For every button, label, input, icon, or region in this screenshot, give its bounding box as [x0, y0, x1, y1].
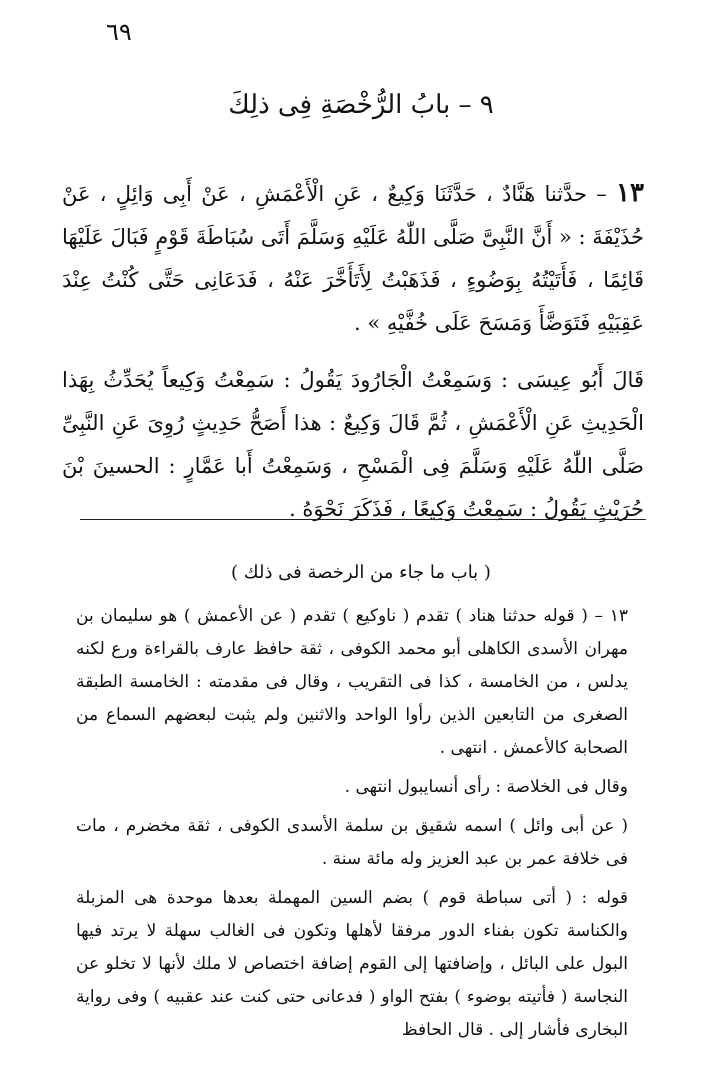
chapter-title: ٩ – بابُ الرُّخْصَةِ فِى ذلِكَ: [228, 90, 494, 120]
commentary-title: ( باب ما جاء من الرخصة فى ذلك ): [231, 562, 491, 583]
hadith-number: ١٣: [616, 178, 644, 208]
page-number: ٦٩: [106, 18, 132, 46]
commentary-paragraph-4: قوله : ( أتى سباطة قوم ) بضم السين المهملة بعدها موحدة هى المزبلة والكناسة تكون بفناء الدور مرفقا لأهلها وتكون فى الغالب سهلة لا يرتد فيها البول على البائل ، وإضافتها إلى القوم إضافة اختصاص لا ملك لأنها لا تخلو عن النجاسة ( فأتيته بوضوء ) بفتح الواو ( فدعانى حتى كنت عند عقبيه ) وفى رواية البخارى فأشار إلى . قال الحافظ: [76, 888, 628, 1040]
footnote-divider: [80, 519, 646, 520]
commentary-paragraph-1: ١٣ – ( قوله حدثنا هناد ) تقدم ( ناوكيع ) تقدم ( عن الأعمش ) هو سليمان بن مهران الأسدى الكاهلى أبو محمد الكوفى ، ثقة حافظ عارف بالقراءة ورع لكنه يدلس ، من الخامسة ، كذا فى التقريب ، وقال فى مقدمته : الخامسة الطبقة الصغرى من التابعين الذين رأوا الواحد والاثنين ولم يثبت لبعضهم السماع من الصحابة كالأعمش . انتهى .: [76, 606, 628, 758]
tirmidhi-note: قَالَ أَبُو عِيسَى : وَسَمِعْتُ الْجَارُودَ يَقُولُ : سَمِعْتُ وَكِيعاً يُحَدِّثُ بِهَذا الْحَدِيثِ عَنِ الْأَعْمَشِ ، ثُمَّ قَالَ وَكِيعٌ : هذا أَصَحُّ حَدِيثٍ رُوِىَ عَنِ النَّبِىِّ صَلَّى اللّٰهُ عَلَيْهِ وَسَلَّمَ فِى الْمَسْحِ ، وَسَمِعْتُ أَبا عَمَّارٍ : الحسينَ بْنَ حُرَيْثٍ يَقُولُ : سَمِعْتُ وَكِيعًا ، فَذَكَرَ نَحْوَهُ .: [62, 368, 644, 521]
hadith-main-text: [62, 172, 644, 531]
commentary-paragraph-2: وقال فى الخلاصة : رأى أنسايبول انتهى .: [344, 777, 628, 797]
hadith-paragraph: [62, 172, 644, 345]
commentary-paragraph-3: ( عن أبى وائل ) اسمه شقيق بن سلمة الأسدى الكوفى ، ثقة مخضرم ، مات فى خلافة عمر بن عبد العزيز وله مائة سنة .: [76, 816, 628, 869]
commentary-text: [76, 600, 628, 1053]
hadith-text: – حدَّثنا هَنَّادٌ ، حَدَّثَنَا وَكِيعٌ ، عَنِ الْأَعْمَشِ ، عَنْ أَبِى وَائِلٍ ، عَنْ حُذَيْفَةَ : « أَنَّ النَّبِىَّ صَلَّى اللّٰهُ عَلَيْهِ وَسَلَّمَ أَتَى سُبَاطَةَ قَوْمٍ فَبَالَ عَلَيْهَا قَائِمًا ، فَأَتَيْتُهُ بِوَضُوءٍ ، فَذَهَبْتُ لِأَتَأَخَّرَ عَنْهُ ، فَدَعَانِى حَتَّى كُنْتُ عِنْدَ عَقِبَيْهِ فَتَوَضَّأَ وَمَسَحَ عَلَى خُفَّيْهِ » .: [62, 182, 644, 335]
